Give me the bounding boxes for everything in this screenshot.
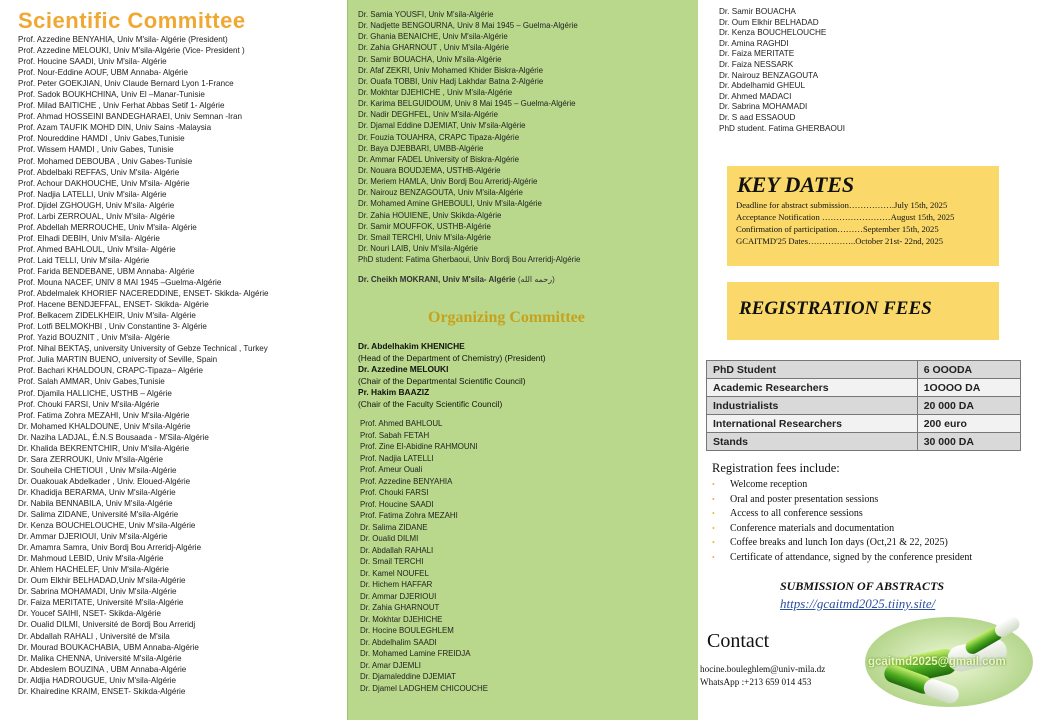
fee-row [707,433,1021,451]
committee-member: Dr. Sara ZERROUKI, Univ M'sila-Algérie [18,454,164,464]
fee-category: PhD Student [707,361,918,379]
bullet-icon: • [712,480,715,489]
fee-category: Academic Researchers [707,379,918,397]
organizing-member: Dr. Djamaleddine DJEMIAT [360,672,456,681]
contact-title: Contact [707,630,770,652]
organizing-leader-name: Dr. Azzedine MELOUKI [358,364,449,374]
memorial-suffix: (رحمه الله) [515,275,555,284]
committee-member: Dr. Nairouz BENZAGOUTA [719,70,819,80]
includes-item [712,536,1032,551]
committee-member: Dr. Nadjette BENGOURNA, Univ 8 Mai 1945 – Guelma-Algérie [358,21,578,31]
committee-member: Dr. Ahlem HACHELEF, Univ M'sila-Algérie [18,565,169,575]
committee-member: Dr. Nairouz BENZAGOUTA, Univ M'sila-Algérie [358,188,523,198]
committee-member: Prof. Julia MARTIN BUENO, university of Seville, Spain [18,355,218,365]
registration-fees-title: REGISTRATION FEES [739,298,932,319]
committee-member: Dr. Ahmed MADACI [719,91,792,101]
committee-member: Prof. Bachari KHALDOUN, CRAPC-Tipaza– Algérie [18,366,204,376]
committee-member: Prof. Belkacem ZIDELKHEIR, Univ M'sila- Algérie [18,311,196,321]
committee-member: Dr. Sabrina MOHAMADI [719,102,808,112]
organizing-member: Dr. Hichem HAFFAR [360,580,433,589]
fee-amount: 200 euro [917,415,1020,433]
includes-item [712,493,1032,508]
submission-title: SUBMISSION OF ABSTRACTS [780,579,945,593]
committee-member: Dr. Smail TERCHI, Univ M'sila-Algérie [358,232,491,242]
committee-member: Dr. Kenza BOUCHELOUCHE, Univ M'sila-Algérie [18,521,196,531]
committee-member: Dr. Oualid DILMI, Université de Bordj Bou Arreridj [18,620,196,630]
organizing-leader-role: (Chair of the Departmental Scientific Council) [358,375,526,386]
includes-item-text: Conference materials and documentation [730,522,895,534]
scientific-committee-title: Scientific Committee [18,8,246,33]
committee-member: Dr. Faiza NESSARK [719,59,794,69]
committee-member: PhD student: Fatima Gherbaoui, Univ Bordj Bou Arreridj-Algérie [358,255,581,265]
fee-row [707,361,1021,379]
committee-member: Prof. Salah AMMAR, Univ Gabes,Tunisie [18,377,165,387]
organizing-member: Prof. Chouki FARSI [360,488,429,497]
fee-category: Stands [707,433,918,451]
committee-member: Dr. Baya DJEBBARI, UMBB-Algérie [358,143,484,153]
committee-member: Prof. Abdelmalek KHORIEF NACEREDDINE, ENSET- Skikda- Algérie [18,289,269,299]
contact-email[interactable]: hocine.bouleghlem@univ-mila.dz [700,664,826,674]
committee-member: Dr. Khairedine KRAIM, ENSET- Skikda-Algérie [18,686,186,696]
fee-row [707,397,1021,415]
organizing-member: Prof. Zine El-Abidine RAHMOUNI [360,442,478,451]
key-dates-title: KEY DATES [737,172,855,197]
committee-member: Dr. Samia YOUSFI, Univ M'sila-Algérie [358,10,494,19]
committee-member: Prof. Ahmad HOSSEINI BANDEGHARAEI, Univ Semnan -Iran [18,112,243,122]
committee-member: Dr. Abdeslem BOUZINA , UBM Annaba-Algérie [18,664,187,674]
committee-member: Dr. Amina RAGHDI [719,38,789,48]
memorial-name: Dr. Cheikh MOKRANI, Univ M'sila- Algérie [358,275,516,284]
organizing-member: Dr. Salima ZIDANE [360,522,428,532]
committee-member: Dr. S aad ESSAOUD [719,112,796,122]
key-date-item: Deadline for abstract submission…………….July 15th, 2025 [736,200,948,210]
committee-member: Dr. Naziha LADJAL, É.N.S Bousaada - M'Sila-Algérie [18,432,209,442]
committee-member: Dr. Aldjia HADROUGUE, Univ M'sila-Algérie [18,675,177,685]
organizing-member: Prof. Ameur Ouali [360,465,423,474]
organizing-member: Prof. Sabah FETAH [360,430,430,440]
organizing-committee-title: Organizing Committee [428,309,585,326]
committee-member: Prof. Houcine SAADI, Univ M'sila- Algérie [18,57,167,67]
fee-amount: 1OOOO DA [917,379,1020,397]
committee-member: Dr. Nouri LAIB, Univ M'sila-Algérie [358,243,478,253]
committee-member: Dr. Mokhtar DJEHICHE , Univ M'sila-Algérie [358,87,513,97]
committee-member: Prof. Azzedine MELOUKI, Univ M'sila-Algérie (Vice- President ) [18,46,245,56]
committee-member: Dr. Mohamed KHALDOUNE, Univ M'sila-Algérie [18,421,191,431]
contact-phone[interactable]: WhatsApp :+213 659 014 453 [700,677,812,687]
committee-member: Prof. Noureddine HAMDI , Univ Gabes,Tunisie [18,134,185,144]
organizing-leader-name: Pr. Hakim BAAZIZ [358,387,430,397]
organizing-member: Prof. Ahmed BAHLOUL [360,419,443,428]
registration-fees-box [727,282,999,340]
includes-item-text: Oral and poster presentation sessions [730,493,879,505]
organizing-member: Dr. Oualid DILMI [360,534,419,543]
bullet-icon: • [712,523,715,533]
committee-member: Dr. Malika CHENNA, Université M'sila-Algérie [18,653,182,663]
organizing-member: Prof. Azzedine BENYAHIA [360,476,453,486]
committee-member: Prof. Peter GOEKJIAN, Univ Claude Bernard Lyon 1-France [18,79,234,89]
committee-member: Dr. Ammar DJERIOUI, Univ M'sila-Algérie [18,532,168,542]
organizing-leader-role: (Chair of the Faculty Scientific Council) [358,398,503,409]
committee-member: Dr. Mourad BOUKACHABIA, UBM Annaba-Algérie [18,642,199,652]
committee-member: Dr. Nadir DEGHFEL, Univ M'sila-Algérie [358,110,499,120]
organizing-member: Dr. Mohamed Lamine FREIDJA [360,649,471,658]
organizing-member: Prof. Houcine SAADI [360,499,434,509]
bullet-icon: • [712,552,715,562]
fee-amount: 30 000 DA [917,433,1020,451]
committee-member: Dr. Amamra Samra, Univ Bordj Bou Arreridj-Algérie [18,543,202,553]
fee-amount: 6 OOODA [917,361,1020,379]
committee-member: Dr. Samir BOUACHA [719,7,796,16]
committee-member: Dr. Kenza BOUCHELOUCHE [719,28,827,38]
key-date-item: GCAITMD'25 Dates……………..October 21st- 22nd, 2025 [736,236,944,246]
committee-member: Prof. Mouna NACEF, UNIV 8 MAI 1945 –Guelma-Algérie [18,278,222,288]
committee-member: Prof. Abdellah MERROUCHE, Univ M'sila- Algérie [18,222,197,232]
scientific-committee-list-2 [358,9,693,265]
committee-member: Dr. Salima ZIDANE, Université M'sila-Algérie [18,510,179,520]
fee-category: Industrialists [707,397,918,415]
committee-member: Dr. Souheila CHETIOUI , Univ M'sila-Algérie [18,465,177,475]
committee-member: Dr. Abdallah RAHALI , Université de M'sila [18,631,170,641]
includes-list [712,478,1032,565]
committee-member: Dr. Afaf ZEKRI, Univ Mohamed Khider Biskra-Algérie [358,65,544,75]
fee-category: International Researchers [707,415,918,433]
committee-member: Dr. Khadidja BERARMA, Univ M'sila-Algérie [18,487,176,497]
committee-member: Dr. Faiza MERITATE [719,49,795,59]
committee-member: Dr. Zahia HOUIENE, Univ Skikda-Algérie [358,210,502,220]
committee-member: Prof. Abdelbaki REFFAS, Univ M'sila- Algérie [18,167,180,177]
committee-member: Dr. Zahia GHARNOUT , Univ M'sila-Algérie [358,43,509,53]
committee-member: Prof. Nour-Eddine AOUF, UBM Annaba- Algérie [18,68,189,78]
committee-member: Dr. Samir MOUFFOK, USTHB-Algérie [358,221,491,231]
fees-table [706,360,1021,451]
committee-member: Dr. Oum Elkhir BELHADAD,Univ M'sila-Algérie [18,576,186,586]
organizing-leader-role: (Head of the Department of Chemistry) (President) [358,352,546,363]
committee-member: Prof. Azam TAUFIK MOHD DIN, Univ Sains -Malaysia [18,123,212,133]
committee-member: Dr. Abdelhamid GHEUL [719,81,806,91]
scientific-committee-list-1 [18,34,338,697]
committee-member: Prof. Sadok BOUKHCHINA, Univ El –Manar-Tunisie [18,90,205,100]
conference-email[interactable]: gcaitmd2025@gmail.com [868,656,1006,668]
committee-member: Prof. Nadjia LATELLI, Univ M'sila- Algérie [18,189,167,199]
includes-item [712,478,1032,493]
organizing-committee-leaders [358,341,688,410]
key-dates-box [727,166,999,266]
organizing-member: Dr. Abdelhalim SAADI [360,637,437,647]
key-date-item: Confirmation of participation………September 15th, 2025 [736,224,939,234]
includes-item-text: Welcome reception [730,479,808,490]
memorial-note [358,275,555,284]
committee-member: Prof. Fatima Zohra MEZAHI, Univ M'sila-Algérie [18,410,190,420]
committee-member: Dr. Ouakouak Abdelkader , Univ. Eloued-Algérie [18,476,191,486]
committee-member: Prof. Milad BAITICHE , Univ Ferhat Abbas Setif 1- Algérie [18,101,225,111]
organizing-member: Dr. Mokhtar DJEHICHE [360,614,443,624]
committee-member: Dr. Oum Elkhir BELHADAD [719,17,819,27]
organizing-member: Dr. Kamel NOUFEL [360,568,429,578]
committee-member: Dr. Khalida BEKRENTCHIR, Univ M'sila-Algérie [18,443,190,453]
committee-member: Prof. Ahmed BAHLOUL, Univ M'sila- Algérie [18,244,176,254]
organizing-leader-name: Dr. Abdelhakim KHENICHE [358,341,465,351]
committee-member: Dr. Samir BOUACHA, Univ M'sila-Algérie [358,54,502,64]
scientific-committee-column-2 [347,0,698,720]
committee-member: Dr. Faiza MERITATE, Université M'sila-Algérie [18,598,184,608]
submission-link[interactable]: https://gcaitmd2025.tiiny.site/ [780,596,936,611]
committee-member: Prof. Lotfi BELMOKHBI , Univ Constantine 3- Algérie [18,322,207,332]
committee-member: Prof. Hacene BENDJEFFAL, ENSET- Skikda- Algérie [18,300,209,310]
fee-row [707,415,1021,433]
includes-item [712,551,1032,566]
committee-member: Prof. Djamila HALLICHE, USTHB – Algérie [18,388,172,398]
organizing-member: Prof. Nadjia LATELLI [360,453,434,463]
organizing-member: Dr. Abdallah RAHALI [360,545,434,555]
committee-member: Dr. Djamal Eddine DJEMIAT, Univ M'sila-Algérie [358,121,526,131]
committee-member: Dr. Meriem HAMLA, Univ Bordj Bou Arreridj-Algérie [358,177,538,187]
organizing-member: Prof. Fatima Zohra MEZAHI [360,511,458,520]
organizing-member: Dr. Djamel LADGHEM CHICOUCHE [360,683,489,693]
committee-member: Dr. Youcef SAIHI, NSET- Skikda-Algérie [18,609,162,619]
committee-member: Prof. Yazid BOUZNIT , Univ M'sila- Algérie [18,333,170,343]
fee-row [707,379,1021,397]
includes-item-text: Certificate of attendance, signed by the conference president [730,551,973,563]
organizing-member: Dr. Smail TERCHI [360,557,424,566]
committee-member: Prof. Nihal BEKTAŞ, university University of Gebze Technical , Turkey [18,344,268,354]
committee-member: Prof. Chouki FARSI, Univ M'sila-Algérie [18,399,160,409]
committee-member: Dr. Fouzia TOUAHRA, CRAPC Tipaza-Algérie [358,132,520,142]
committee-member: Dr. Nabila BENNABILA, Univ M'sila-Algérie [18,498,173,508]
committee-member: Dr. Karima BELGUIDOUM, Univ 8 Mai 1945 – Guelma-Algérie [358,99,576,109]
committee-member: Prof. Laid TELLI, Univ M'sila- Algérie [18,255,150,265]
committee-member: Dr. Ghania BENAICHE, Univ M'sila-Algérie [358,32,508,42]
includes-item-text: Access to all conference sessions [730,508,863,519]
committee-member: Prof. Elhadi DEBIH, Univ M'sila- Algérie [18,233,160,243]
includes-title: Registration fees include: [712,461,840,475]
organizing-member: Dr. Zahia GHARNOUT [360,603,440,612]
committee-member: Prof. Djidel ZGHOUGH, Univ M'sila- Algérie [18,200,175,210]
committee-member: Prof. Farida BENDEBANE, UBM Annaba- Algérie [18,266,195,276]
organizing-committee-members [360,418,680,694]
fee-amount: 20 000 DA [917,397,1020,415]
committee-member: Dr. Ouafa TOBBI, Univ Hadj Lakhdar Batna 2-Algérie [358,76,544,86]
committee-member: PhD student. Fatima GHERBAOUI [719,123,846,133]
organizing-member: Dr. Ammar DJERIOUI [360,591,437,601]
bullet-icon: • [712,538,715,547]
bullet-icon: • [712,509,715,518]
includes-item [712,522,1032,537]
committee-member: Prof. Azzedine BENYAHIA, Univ M'sila- Algérie (President) [18,35,228,44]
committee-member: Prof. Achour DAKHOUCHE, Univ M'sila- Algérie [18,178,190,188]
committee-member: Prof. Mohamed DEBOUBA , Univ Gabes-Tunisie [18,156,193,166]
organizing-member: Dr. Hocine BOULEGHLEM [360,626,454,635]
committee-member: Dr. Nouara BOUDJEMA, USTHB-Algérie [358,165,501,175]
includes-item [712,507,1032,522]
organizing-member: Dr. Amar DJEMLI [360,660,421,670]
committee-member: Prof. Larbi ZERROUAL, Univ M'sila- Algérie [18,211,175,221]
committee-member: Dr. Sabrina MOHAMADI, Univ M'sila-Algérie [18,587,177,597]
committee-member: Dr. Ammar FADEL University of Biskra-Algérie [358,154,520,164]
committee-member: Prof. Wissem HAMDI , Univ Gabes, Tunisie [18,145,174,155]
scientific-committee-list-3 [719,7,1029,134]
includes-item-text: Coffee breaks and lunch Ion days (Oct,21 & 22, 2025) [730,537,948,548]
committee-member: Dr. Mohamed Amine GHEBOULI, Univ M'sila-Algérie [358,199,542,209]
scientific-committee-column-1 [0,0,345,720]
bullet-icon: • [712,494,715,504]
committee-member: Dr. Mahmoud LEBID, Univ M'sila-Algérie [18,554,164,564]
key-date-item: Acceptance Notification ……………………August 15th, 2025 [736,212,955,222]
